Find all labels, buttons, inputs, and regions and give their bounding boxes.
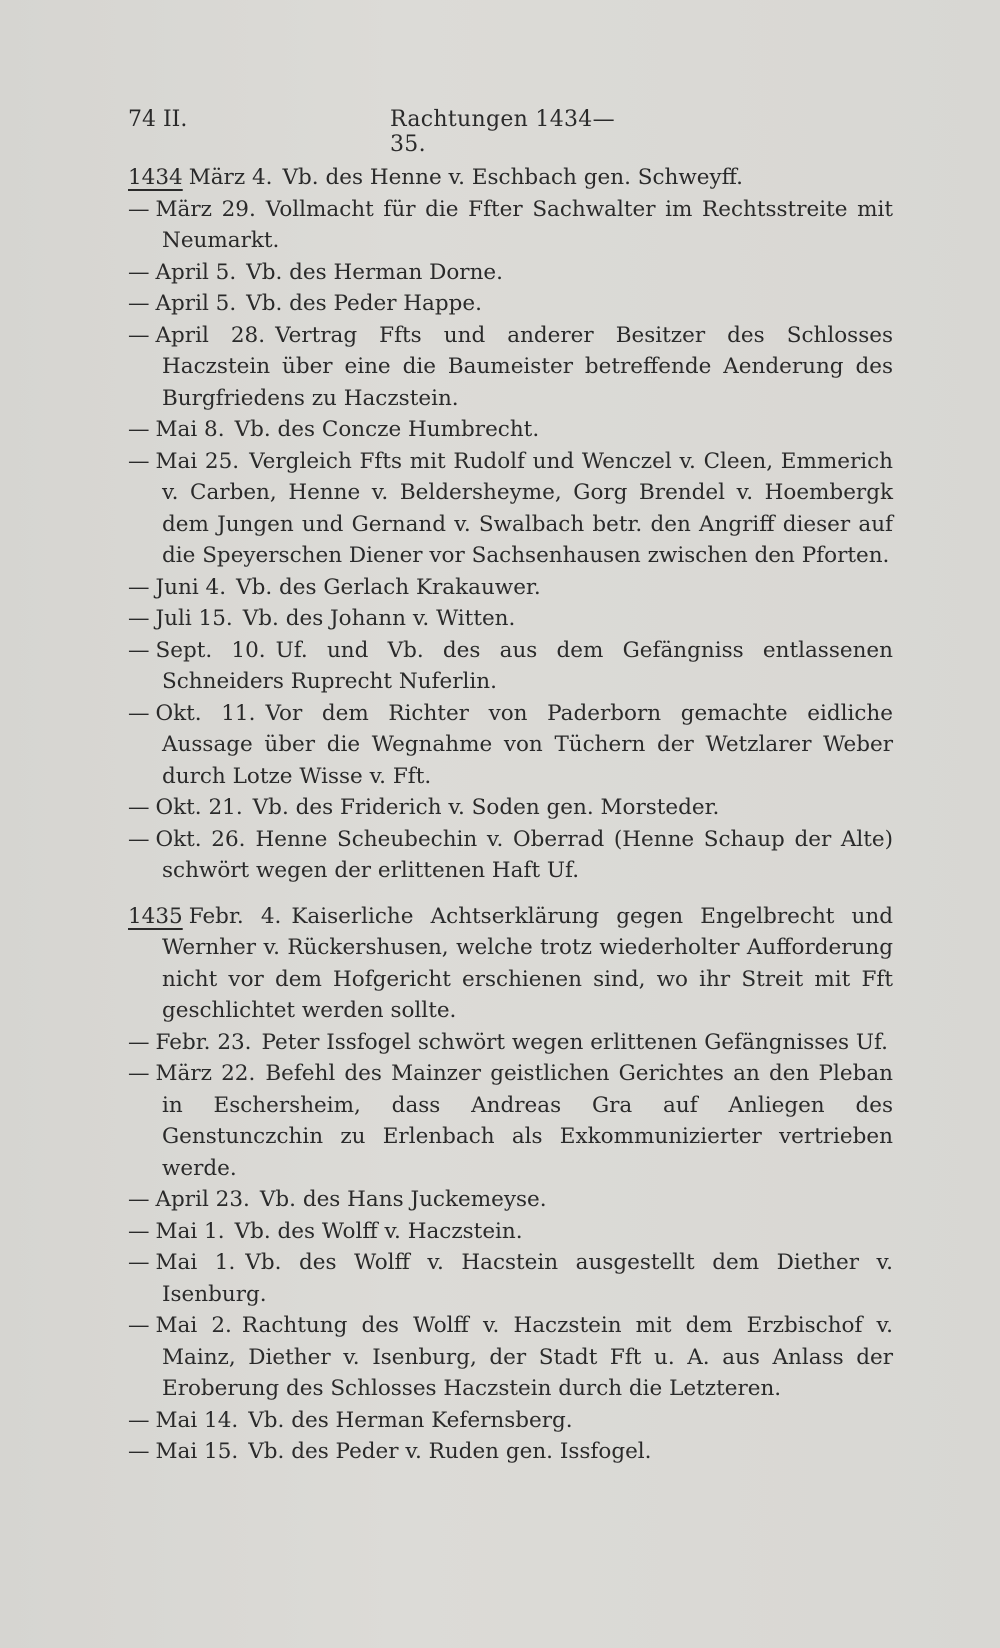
entry-date: Mai 1.	[155, 1250, 236, 1275]
entry-date: Febr. 4.	[188, 903, 282, 929]
list-item	[128, 635, 893, 698]
entry-dash: —	[128, 417, 150, 442]
entry-text: Vertrag Ffts und anderer Besitzer des Schlosses Haczstein über eine die Baumeister betreffende Aenderung des Burgfriedens zu Haczstein.	[162, 322, 893, 411]
entry-text: Vollmacht für die Ffter Sachwalter im Rechtsstreite mit Neumarkt.	[162, 196, 893, 253]
entry-date: März 4.	[188, 165, 273, 190]
list-item	[128, 162, 893, 194]
entry-date: Febr. 23.	[155, 1029, 252, 1055]
list-item	[128, 288, 893, 320]
entry-dash: —	[128, 795, 150, 820]
entry-text: Vb. des Henne v. Eschbach gen. Schweyff.	[282, 165, 743, 190]
entry-date: März 22.	[155, 1061, 256, 1086]
entry-dash: —	[128, 1439, 150, 1464]
entry-text: Vb. des Friderich v. Soden gen. Morsteder.	[252, 795, 720, 820]
entry-date: Sept. 10.	[155, 637, 266, 663]
entry-date: April 5.	[155, 259, 237, 285]
list-item	[128, 1184, 893, 1216]
entry-dash: —	[128, 448, 150, 474]
list-item	[128, 257, 893, 289]
list-item	[128, 792, 893, 824]
list-item	[128, 1027, 893, 1059]
entry-date: April 23.	[155, 1187, 250, 1212]
entry-date: Juni 4.	[155, 574, 227, 600]
entry-dash: —	[128, 574, 150, 600]
entry-text: Henne Scheubechin v. Oberrad (Henne Schaup der Alte) schwört wegen der erlittenen Haft Uf.	[162, 826, 894, 883]
list-item	[128, 1216, 893, 1248]
entry-year: 1435	[128, 903, 183, 929]
list-item	[128, 414, 893, 446]
list-item	[128, 698, 893, 793]
entry-text: Vb. des Peder v. Ruden gen. Issfogel.	[248, 1439, 652, 1464]
entry-dash: —	[128, 606, 150, 631]
list-item	[128, 320, 893, 415]
entry-dash: —	[128, 1218, 150, 1244]
entry-text: Vb. des Herman Kefernsberg.	[248, 1407, 573, 1433]
entry-date: Okt. 26.	[155, 826, 246, 852]
entry-text: Vb. des Herman Dorne.	[246, 259, 503, 285]
entry-year: 1434	[128, 165, 183, 190]
entry-date: April 28.	[155, 322, 266, 348]
entry-dash: —	[128, 637, 150, 663]
entry-text: Uf. und Vb. des aus dem Gefängniss entlassenen Schneiders Ruprecht Nuferlin.	[162, 637, 893, 694]
list-item	[128, 1405, 893, 1437]
entry-text: Peter Issfogel schwört wegen erlittenen Gefängnisses Uf.	[261, 1029, 889, 1055]
entry-date: April 5.	[155, 291, 237, 316]
entry-date: Mai 8.	[155, 417, 225, 442]
entry-dash: —	[128, 1313, 150, 1338]
entry-date: Mai 25.	[155, 448, 240, 474]
entry-dash: —	[128, 700, 150, 726]
list-item	[128, 1436, 893, 1468]
entry-dash: —	[128, 1061, 150, 1086]
entry-text: Vb. des Peder Happe.	[246, 291, 482, 316]
entry-text: Vergleich Ffts mit Rudolf und Wenczel v. Cleen, Emmerich v. Carben, Henne v. Beldersheyme, Gorg Brendel v. Hoembergk dem Jungen und Gernand v. Swalbach betr. den Angriff dieser auf die Speyerschen Diener vor Sachsenhausen zwischen den Pforten.	[162, 448, 893, 568]
entry-dash: —	[128, 322, 150, 348]
entry-dash: —	[128, 196, 150, 222]
entry-text: Vb. des Wolff v. Haczstein.	[234, 1218, 523, 1244]
running-title: Rachtungen 1434—35.	[390, 107, 615, 157]
entry-dash: —	[128, 1187, 150, 1212]
entry-dash: —	[128, 1029, 150, 1055]
entry-text: Vb. des Concze Humbrecht.	[234, 417, 540, 442]
list-item	[128, 572, 893, 604]
list-item	[128, 1310, 893, 1405]
entry-date: Mai 14.	[155, 1407, 239, 1433]
entry-date: Mai 15.	[155, 1439, 239, 1464]
list-item	[128, 446, 893, 572]
entry-dash: —	[128, 259, 150, 285]
entry-dash: —	[128, 1250, 150, 1275]
entry-dash: —	[128, 826, 150, 852]
list-item	[128, 194, 893, 257]
running-header	[128, 107, 628, 157]
entry-date: Okt. 11.	[155, 700, 256, 726]
entry-date: Okt. 21.	[155, 795, 243, 820]
entry-text: Vb. des Johann v. Witten.	[242, 606, 516, 631]
entry-date: Mai 1.	[155, 1218, 225, 1244]
list-item	[128, 1058, 893, 1184]
list-item	[128, 901, 893, 1027]
entry-text: Vb. des Gerlach Krakauwer.	[236, 574, 541, 600]
entry-date: März 29.	[155, 196, 256, 222]
page-number: 74 II.	[128, 107, 188, 132]
entry-text: Vb. des Wolff v. Hacstein ausgestellt dem Diether v. Isenburg.	[162, 1250, 893, 1307]
list-item	[128, 824, 893, 887]
entry-dash: —	[128, 1407, 150, 1433]
entry-text: Befehl des Mainzer geistlichen Gerichtes an den Pleban in Eschersheim, dass Andreas Gra auf Anliegen des Genstunczchin zu Erlenbach als Exkommunizierter vertrieben werde.	[162, 1061, 893, 1181]
entry-date: Mai 2.	[155, 1313, 232, 1338]
list-item	[128, 603, 893, 635]
entry-text: Vb. des Hans Juckemeyse.	[259, 1187, 547, 1212]
entry-list	[128, 162, 893, 1468]
entry-dash: —	[128, 291, 150, 316]
entry-text: Kaiserliche Achtserklärung gegen Engelbrecht und Wernher v. Rückershusen, welche trotz wiederholter Aufforderung nicht vor dem Hofgericht erschienen sind, wo ihr Streit mit Fft geschlichtet werden sollte.	[162, 903, 894, 1023]
entry-date: Juli 15.	[155, 606, 233, 631]
list-item	[128, 1247, 893, 1310]
entry-text: Rachtung des Wolff v. Haczstein mit dem Erzbischof v. Mainz, Diether v. Isenburg, der Stadt Fft u. A. aus Anlass der Eroberung des Schlosses Haczstein durch die Letzteren.	[162, 1313, 893, 1401]
entry-text: Vor dem Richter von Paderborn gemachte eidliche Aussage über die Wegnahme von Tüchern der Wetzlarer Weber durch Lotze Wisse v. Fft.	[162, 700, 893, 789]
